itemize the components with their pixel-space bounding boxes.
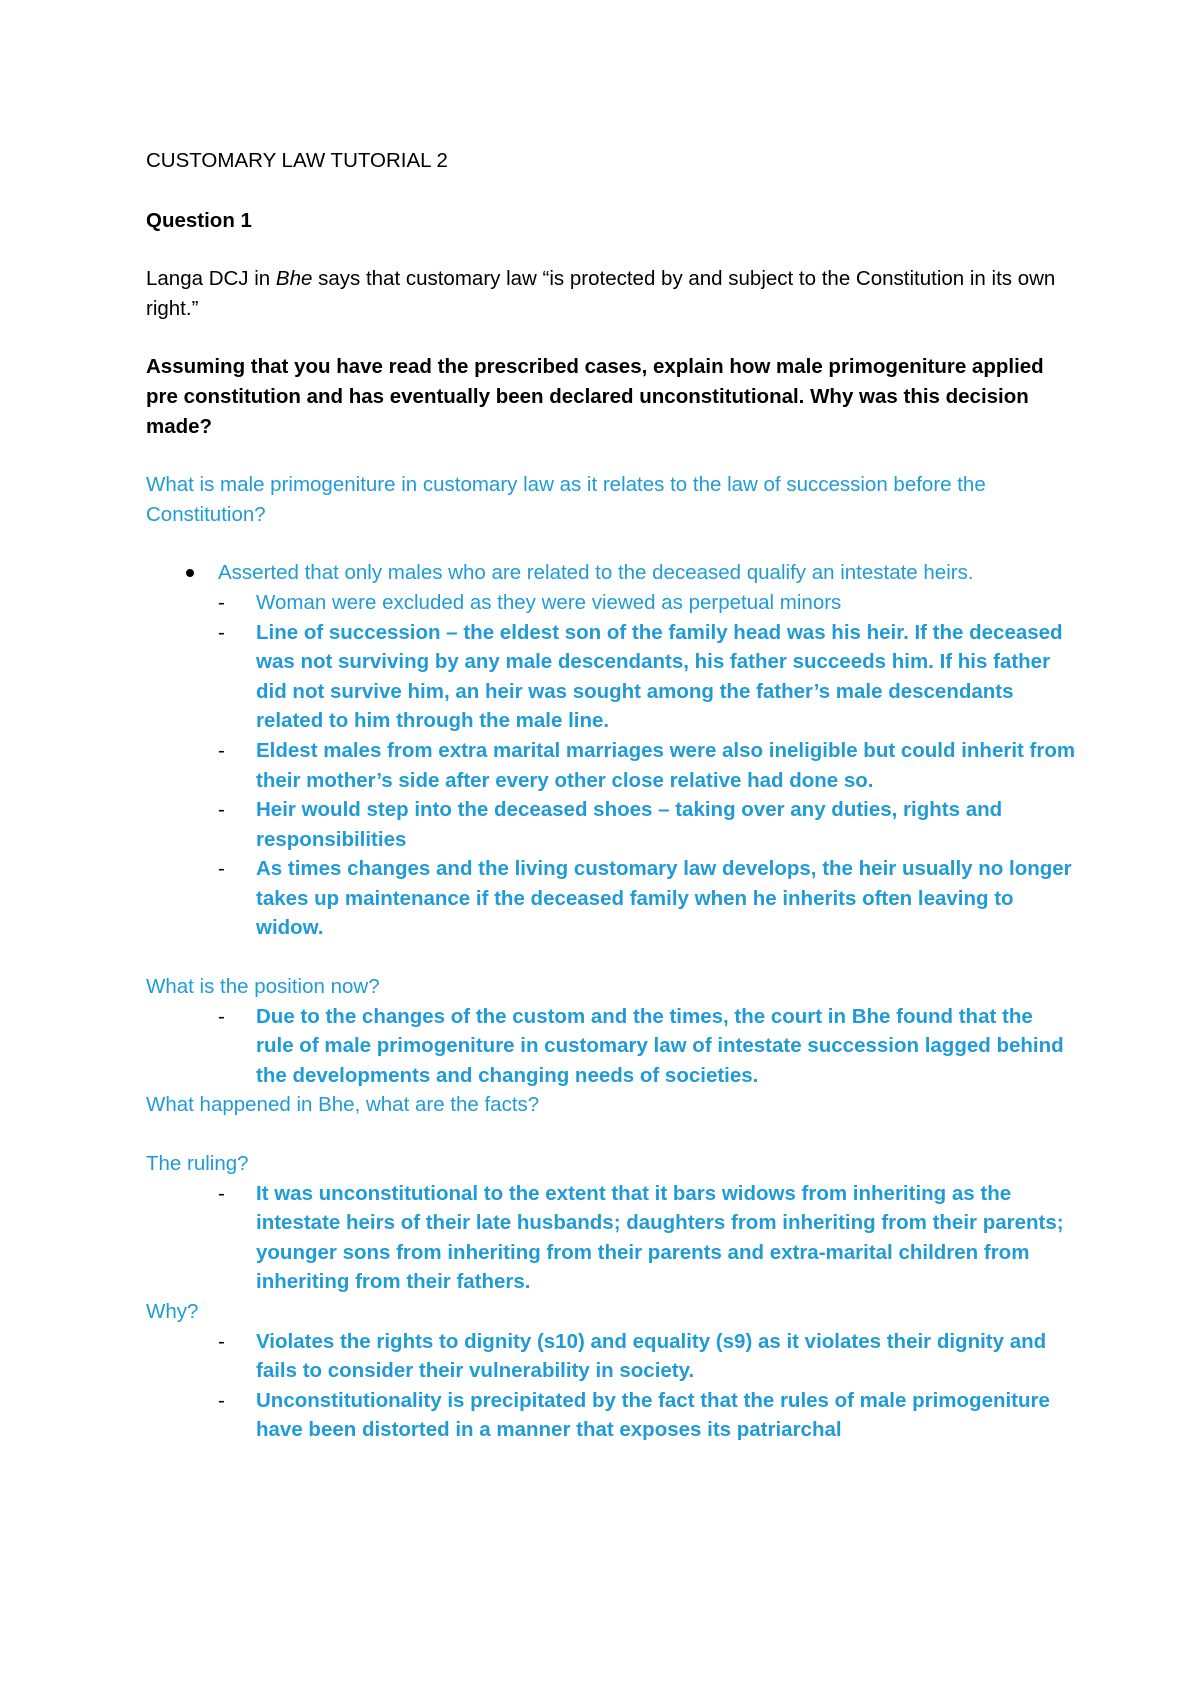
dash-marker: - — [218, 857, 225, 881]
list-item-text: Due to the changes of the custom and the times, the court in Bhe found that the rule of male primogeniture in customary law of intestate succession lagged behind the developments and changing needs of societies. — [256, 1004, 1064, 1087]
dash-marker: - — [218, 1388, 225, 1412]
list-item-text: Violates the rights to dignity (s10) and equality (s9) as it violates their dignity and fails to consider their vulnerability in society. — [256, 1329, 1047, 1383]
list-item-text: Line of succession – the eldest son of the family head was his heir. If the deceased was not surviving by any male descendants, his father succeeds him. If his father did not survive him, an heir was sought among the father’s male descendants related to him through the male line. — [256, 620, 1063, 733]
dash-marker: - — [218, 1004, 225, 1028]
bullet-dot-icon — [186, 569, 194, 577]
why-list — [146, 1327, 1076, 1445]
dash-marker: - — [218, 1329, 225, 1353]
list-item — [146, 1179, 1076, 1297]
list-item-text: It was unconstitutional to the extent that it bars widows from inheriting as the intestate heirs of their late husbands; daughters from inheriting from their parents; younger sons from inheriting from their parents and extra-marital children from inheriting from their fathers. — [256, 1181, 1064, 1294]
pre-constitution-question: What is male primogeniture in customary law as it relates to the law of succession before the Constitution? — [146, 473, 986, 526]
dash-marker: - — [218, 620, 225, 644]
dash-marker: - — [218, 1181, 225, 1205]
case-name: Bhe — [275, 267, 313, 291]
question-heading: Question 1 — [146, 208, 252, 232]
question-prompt: Assuming that you have read the prescribed cases, explain how male primogeniture applied pre constitution and has eventually been declared unconstitutional. Why was this decision made? — [146, 355, 1044, 438]
list-item-text: As times changes and the living customary law develops, the heir usually no longer takes up maintenance if the deceased family when he inherits often leaving to widow. — [256, 857, 1072, 940]
list-item-text: Heir would step into the deceased shoes – taking over any duties, rights and responsibilities — [256, 798, 1003, 851]
dash-marker: - — [218, 738, 225, 762]
list-item — [146, 1002, 1076, 1091]
position-now-list — [146, 1002, 1076, 1091]
bullet-text: Asserted that only males who are related to the deceased qualify an intestate heirs. — [218, 561, 974, 585]
document-body — [146, 146, 1076, 1445]
list-item — [146, 588, 1076, 618]
ruling-list — [146, 1179, 1076, 1297]
position-now-question: What is the position now? — [146, 975, 380, 999]
facts-question: What happened in Bhe, what are the facts? — [146, 1093, 540, 1117]
list-item-text: Unconstitutionality is precipitated by the fact that the rules of male primogeniture have been distorted in a manner that exposes its patriarchal — [256, 1388, 1050, 1442]
list-item — [146, 618, 1076, 736]
list-item — [146, 854, 1076, 943]
pre-constitution-answer — [146, 558, 1076, 943]
quote-paragraph — [146, 264, 1076, 323]
dash-marker: - — [218, 590, 225, 614]
bullet-item — [146, 558, 1076, 588]
quote-after: says that customary law “is protected by and subject to the Constitution in its own right.” — [146, 267, 1056, 320]
list-item — [146, 795, 1076, 854]
document-title: CUSTOMARY LAW TUTORIAL 2 — [146, 149, 448, 172]
dash-marker: - — [218, 798, 225, 822]
pre-constitution-list — [146, 588, 1076, 943]
list-item — [146, 1327, 1076, 1386]
why-question: Why? — [146, 1300, 199, 1323]
list-item — [146, 736, 1076, 795]
list-item-text: Woman were excluded as they were viewed as perpetual minors — [256, 590, 842, 614]
list-item — [146, 1386, 1076, 1445]
quote-before: Langa DCJ in — [146, 267, 276, 291]
list-item-text: Eldest males from extra marital marriages were also ineligible but could inherit from their mother’s side after every other close relative had done so. — [256, 738, 1076, 792]
ruling-question: The ruling? — [146, 1152, 249, 1176]
